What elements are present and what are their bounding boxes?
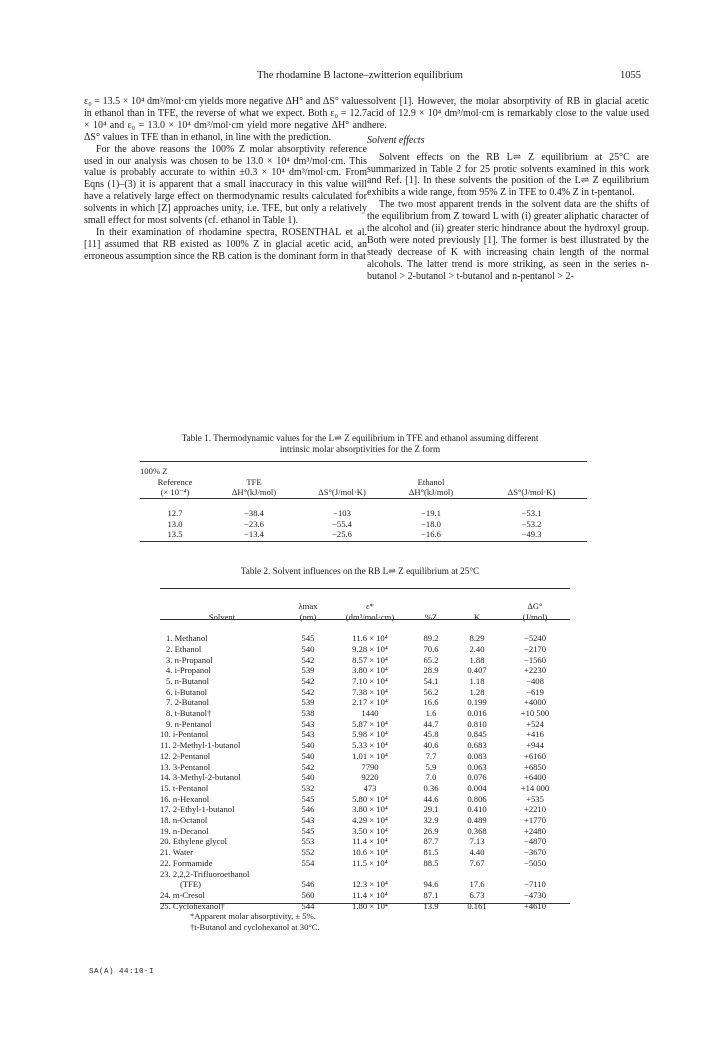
- table2-solvent-cell: 21. Water: [160, 847, 194, 858]
- table1: [140, 466, 587, 540]
- table2-solvent-cell: 16. n-Hexanol: [160, 793, 210, 804]
- table2-cell: +4610: [523, 900, 547, 911]
- table2-cell: 0.683: [467, 740, 487, 751]
- table1-head-ds-tfe: ΔS°(J/mol·K): [318, 487, 366, 497]
- table2-cell: 32.9: [423, 815, 439, 826]
- table2-cell: 7.10 × 10⁴: [352, 675, 388, 686]
- table2-solvent-cell: 17. 2-Ethyl-1-butanol: [160, 804, 235, 815]
- table1-cell: −53.1: [521, 508, 542, 518]
- table2-cell: [284, 869, 332, 880]
- table2-cell: 473: [363, 782, 377, 793]
- table2-bottom-rule: [160, 903, 570, 904]
- table2-row: [160, 708, 570, 719]
- table2-cell: −4730: [523, 889, 547, 900]
- table2-row: [160, 836, 570, 847]
- table2-cell: 44.6: [423, 793, 439, 804]
- table2-cell: 26.9: [423, 825, 439, 836]
- table2-solvent-cell: 7. 2-Butanol: [166, 697, 209, 708]
- table2-solvent-cell: 9. n-Pentanol: [166, 718, 212, 729]
- table1-row: [140, 529, 587, 540]
- table2-cell: +6400: [523, 772, 547, 783]
- table1-head-dh-tfe: ΔH°(kJ/mol): [231, 487, 277, 497]
- table1-row: [140, 519, 587, 530]
- table2-cell: 538: [301, 708, 315, 719]
- table2-cell: +6850: [523, 761, 547, 772]
- table2-cell: +2210: [523, 804, 547, 815]
- table2-cell: 7.38 × 10⁴: [352, 686, 388, 697]
- table2-cell: 8.57 × 10⁴: [352, 654, 388, 665]
- table2-cell: −1560: [523, 654, 547, 665]
- table2-cell: 7.13: [469, 836, 485, 847]
- table2-row: [160, 772, 570, 783]
- table2-cell: +524: [526, 718, 544, 729]
- table2-cell: 10.6 × 10⁴: [352, 847, 388, 858]
- table1-cell: −16.6: [421, 529, 441, 539]
- table2-cell: 0.076: [467, 772, 487, 783]
- table2-cell: +10 500: [520, 708, 550, 719]
- table1-cell: −25.6: [332, 529, 352, 539]
- table2-cell: 546: [301, 804, 315, 815]
- table2-cell: 545: [301, 793, 315, 804]
- table2-cell: +2230: [523, 665, 547, 676]
- table2-cell: −3670: [523, 847, 547, 858]
- table2-cell: +4000: [523, 697, 547, 708]
- table2-cell: 29.1: [423, 804, 439, 815]
- table2-solvent-cell: 1. Methanol: [166, 633, 208, 644]
- table2-cell: 3.80 × 10⁴: [352, 804, 388, 815]
- left-paragraph-1: ε₀ = 13.5 × 10⁴ dm³/mol·cm yields more negative ΔH° and ΔS° values in ethanol than in TFE, the reverse of what we expect. Both ε₀ = 12.7 × 10⁴ and ε₀ = 13.0 × 10⁴ dm³/mol·cm yield more negative ΔH° and ΔS° values in TFE than in ethanol, in line with the prediction.: [84, 96, 367, 143]
- table2-cell: 1.80 × 10⁴: [352, 900, 388, 911]
- table2-row: [160, 858, 570, 869]
- table2-cell: 65.2: [423, 654, 439, 665]
- table2-row: [160, 890, 570, 901]
- table2-row: [160, 783, 570, 794]
- table1-cell: −13.4: [244, 529, 264, 539]
- table1-caption-line2: intrinsic molar absorptivities for the Z form: [279, 444, 441, 454]
- table2-mid-rule: [160, 619, 570, 620]
- table2-row: [160, 687, 570, 698]
- table2: [160, 601, 570, 911]
- table2-footnote-2: †t-Butanol and cyclohexanol at 30°C.: [190, 922, 320, 932]
- table2-head-lmax-unit: (nm): [299, 611, 317, 622]
- table2-cell: 3.80 × 10⁴: [352, 665, 388, 676]
- table1-head-ref1: 100% Z: [140, 466, 168, 476]
- table2-head-k: K: [473, 611, 481, 622]
- table2-cell: 540: [301, 740, 315, 751]
- table2-cell: −4870: [523, 836, 547, 847]
- table2-cell: 9.28 × 10⁴: [352, 643, 388, 654]
- table2-cell: 11.6 × 10⁴: [352, 633, 388, 644]
- table2-row: [160, 665, 570, 676]
- table2-solvent-cell: 13. 3-Pentanol: [160, 761, 211, 772]
- right-paragraph-1: Solvent effects on the RB L⇌ Z equilibrium at 25°C are summarized in Table 2 for 25 protic solvents examined in this work and Ref. [1]. In these solvents the position of the L⇌ Z equilibrium exhibits a wide range, from 95% Z in TFE to 0.4% Z in t-pentanol.: [367, 151, 649, 199]
- table2-cell: −7110: [524, 879, 546, 890]
- table2-cell: 2.17 × 10⁴: [352, 697, 388, 708]
- table2-cell: 7.0: [425, 772, 437, 783]
- left-paragraph-2: For the above reasons the 100% Z molar absorptivity reference used in our analysis was chosen to be 13.0 × 10⁴ dm³/mol·cm. This value is probably accurate to within ±0.3 × 10⁴ dm³/mol·cm. From Eqns (1)–(3) it is apparent that a small inaccuracy in this value will have a relatively large effect on thermodynamic results calculated for solvents in which [Z] approaches unity, i.e. TFE, but only a relatively small effect for most solvents (cf. ethanol in Table 1).: [84, 143, 367, 227]
- table2-cell: 543: [301, 718, 315, 729]
- table2-cell: 5.87 × 10⁴: [352, 718, 388, 729]
- table2-cell: −2170: [523, 643, 547, 654]
- table2-caption: Table 2. Solvent influences on the RB L⇌ Z equilibrium at 25°C: [240, 566, 480, 576]
- left-column: [84, 96, 367, 263]
- table2-cell: [332, 869, 408, 880]
- table2-cell: 0.806: [467, 793, 487, 804]
- table2-solvent-cell: 10. i-Pentanol: [160, 729, 209, 740]
- table1-cell: −38.4: [244, 508, 264, 518]
- table2-head-dg-unit: (J/mol): [522, 611, 548, 622]
- right-column: [367, 96, 649, 283]
- table1-head-ref2: Reference: [157, 476, 193, 487]
- section-heading-solvent-effects: Solvent effects: [367, 134, 425, 146]
- table2-head-solvent: Solvent: [208, 611, 236, 622]
- table2-row: [160, 697, 570, 708]
- table2-cell: 0.407: [467, 665, 487, 676]
- table2-cell: [408, 869, 454, 880]
- table2-solvent-cell: 5. n-Butanol: [166, 675, 209, 686]
- table2-solvent-cell: 14. 3-Methyl-2-butanol: [160, 772, 241, 783]
- table2-solvent-cell: 4. i-Propanol: [166, 665, 211, 676]
- table2-solvent-cell: 19. n-Decanol: [160, 825, 209, 836]
- table2-cell: 542: [301, 654, 315, 665]
- table2-solvent-cell: 20. Ethylene glycol: [160, 836, 228, 847]
- table2-solvent-cell: (TFE): [180, 879, 202, 890]
- table2-row: [160, 794, 570, 805]
- table1-cell: −18.0: [421, 518, 441, 529]
- table2-cell: 1440: [361, 708, 379, 719]
- table2-cell: 0.004: [467, 782, 487, 793]
- table1-mid-rule: [140, 498, 587, 499]
- table2-cell: 543: [301, 815, 315, 826]
- table2-cell: 0.845: [467, 729, 487, 740]
- table1-row: [140, 508, 587, 519]
- table2-cell: 4.29 × 10⁴: [352, 815, 388, 826]
- table2-cell: [454, 869, 500, 880]
- table2-cell: 0.489: [467, 815, 487, 826]
- table2-cell: 44.7: [423, 718, 439, 729]
- table2-cell: +1770: [523, 815, 547, 826]
- table1-caption-line1: Table 1. Thermodynamic values for the L⇌ Z equilibrium in TFE and ethanol assuming different: [181, 433, 539, 443]
- table2-cell: 0.161: [467, 900, 487, 911]
- table2-cell: 542: [301, 761, 315, 772]
- table2-cell: 6.73: [469, 889, 485, 900]
- table2-solvent-cell: 2. Ethanol: [166, 643, 202, 654]
- table1-head-dh-eth: ΔH°(kJ/mol): [408, 487, 454, 497]
- table2-cell: 560: [301, 889, 315, 900]
- table1-cell: −23.6: [244, 518, 264, 529]
- table2-cell: −619: [526, 686, 544, 697]
- table2-row: [160, 644, 570, 655]
- table2-cell: 1.88: [469, 654, 485, 665]
- table2-cell: 70.6: [423, 643, 439, 654]
- table2-cell: [500, 869, 570, 880]
- table2-cell: 2.40: [469, 643, 485, 654]
- table2-cell: 553: [301, 836, 315, 847]
- table2-cell: 0.199: [467, 697, 487, 708]
- table2-row: [160, 879, 570, 890]
- table2-cell: 554: [301, 857, 315, 868]
- table2-cell: 1.6: [425, 708, 437, 719]
- table2-cell: 45.8: [423, 729, 439, 740]
- table2-cell: 87.1: [423, 889, 439, 900]
- table2-cell: 16.6: [423, 697, 439, 708]
- table2-top-rule: [160, 588, 570, 589]
- table2-cell: 5.98 × 10⁴: [352, 729, 388, 740]
- table2-cell: 94.6: [423, 879, 439, 890]
- table2-cell: 543: [301, 729, 315, 740]
- table1-cell: −49.3: [521, 529, 542, 539]
- table2-cell: 40.6: [423, 740, 439, 751]
- table2-cell: 5.9: [425, 761, 437, 772]
- table2-solvent-cell: 15. t-Pentanol: [160, 782, 209, 793]
- table2-row: [160, 815, 570, 826]
- table2-cell: 9220: [361, 772, 379, 783]
- table2-row: [160, 740, 570, 751]
- table2-cell: +6160: [523, 750, 547, 761]
- table2-head-pz: %Z: [424, 611, 438, 622]
- table1-cell: −103: [333, 508, 351, 518]
- table2-footnote-1: *Apparent molar absorptivity, ± 5%.: [190, 911, 316, 921]
- table2-row: [160, 826, 570, 837]
- table1-cell: 12.7: [167, 508, 183, 518]
- table2-row: [160, 655, 570, 666]
- table2-cell: +2480: [523, 825, 547, 836]
- table2-row: [160, 676, 570, 687]
- table2-cell: 28.9: [423, 665, 439, 676]
- table2-solvent-cell: 18. n-Octanol: [160, 815, 208, 826]
- table2-solvent-cell: 6. i-Butanol: [166, 686, 208, 697]
- table1-cell: −55.4: [332, 518, 352, 529]
- table2-cell: +535: [526, 793, 544, 804]
- table1-bottom-rule: [140, 541, 587, 542]
- table2-solvent-cell: 3. n-Propanol: [166, 654, 213, 665]
- table2-cell: 81.5: [423, 847, 439, 858]
- table2-head-lmax: λmax: [298, 601, 318, 611]
- left-paragraph-3: In their examination of rhodamine spectra, ROSENTHAL et al. [11] assumed that RB existed as 100% Z in glacial acetic acid, an erroneous assumption since the RB cation is the dominant form in that: [84, 226, 367, 262]
- table2-cell: 3.50 × 10⁴: [352, 825, 388, 836]
- table2-cell: 0.063: [467, 761, 487, 772]
- table2-cell: 54.1: [423, 675, 439, 686]
- table1-head-ethanol: Ethanol: [417, 476, 445, 487]
- table2-cell: 540: [301, 643, 315, 654]
- table2-cell: 540: [301, 750, 315, 761]
- table2-solvent-cell: 24. m-Cresol: [160, 889, 205, 900]
- table2-solvent-cell: 12. 2-Pentanol: [160, 750, 211, 761]
- table2-solvent-cell: 11. 2-Methyl-1-butanol: [160, 740, 241, 751]
- table2-cell: 11.4 × 10⁴: [352, 889, 388, 900]
- table2-solvent-cell: 23. 2,2,2-Trifluoroethanol: [160, 868, 250, 879]
- table2-cell: −5050: [523, 857, 547, 868]
- table2-cell: −5240: [523, 633, 547, 644]
- table2-cell: 552: [301, 847, 315, 858]
- table2-cell: 5.80 × 10⁴: [352, 793, 388, 804]
- table2-cell: 539: [301, 665, 315, 676]
- table2-cell: 7790: [361, 761, 379, 772]
- table2-cell: 542: [301, 686, 315, 697]
- table2-cell: 1.18: [469, 675, 485, 686]
- table2-cell: 11.5 × 10⁴: [352, 857, 388, 868]
- table2-cell: −408: [526, 675, 544, 686]
- table2-cell: +14 000: [520, 782, 550, 793]
- table2-row: [160, 633, 570, 644]
- table2-cell: 7.7: [425, 750, 437, 761]
- table2-cell: 88.5: [423, 857, 439, 868]
- page-number: 1055: [620, 70, 641, 81]
- table2-solvent-cell: 22. Formamide: [160, 857, 213, 868]
- table2-cell: 12.3 × 10⁴: [352, 879, 388, 890]
- table2-cell: +416: [526, 729, 544, 740]
- table2-cell: 7.67: [469, 857, 485, 868]
- table2-cell: 545: [301, 825, 315, 836]
- table2-cell: 13.9: [423, 900, 439, 911]
- table1-cell: −19.1: [421, 508, 441, 518]
- table2-cell: +944: [526, 740, 544, 751]
- table2-cell: 0.36: [423, 782, 439, 793]
- right-paragraph-2: The two most apparent trends in the solvent data are the shifts of the equilibrium from Z toward L with (i) greater aliphatic character of the alcohol and (ii) greater steric hindrance about the hydroxyl group. Both were noted previously [1]. The former is best illustrated by the steady decrease of K with increasing chain length of the normal alcohols. The latter trend is more striking, as seen in the series n-butanol > 2-butanol > t-butanol and n-pentanol > 2-: [367, 199, 649, 282]
- table2-cell: 540: [301, 772, 315, 783]
- table2-cell: 0.368: [467, 825, 487, 836]
- table2-cell: 0.410: [467, 804, 487, 815]
- table2-cell: 4.40: [469, 847, 485, 858]
- table2-cell: 546: [301, 879, 315, 890]
- table2-cell: 539: [301, 697, 315, 708]
- table2-cell: 5.33 × 10⁴: [352, 740, 388, 751]
- table2-cell: 11.4 × 10⁴: [352, 836, 388, 847]
- table1-cell: −53.2: [521, 518, 542, 529]
- table1-cell: 13.0: [167, 518, 183, 529]
- table2-cell: 8.29: [469, 633, 485, 644]
- table2-row: [160, 804, 570, 815]
- table2-cell: 1.28: [469, 686, 485, 697]
- table2-cell: 0.810: [467, 718, 487, 729]
- table2-head-dg: ΔG°: [527, 601, 543, 611]
- table2-row: [160, 751, 570, 762]
- table2-cell: 532: [301, 782, 315, 793]
- table2-head-eps: ε*: [366, 601, 374, 611]
- table2-cell: 1.01 × 10⁴: [352, 750, 388, 761]
- table2-cell: 56.2: [423, 686, 439, 697]
- table2-row: [160, 719, 570, 730]
- journal-code: SA(A) 44:10-I: [89, 968, 155, 976]
- table2-cell: 89.2: [423, 633, 439, 644]
- table1-head-ds-eth: ΔS°(J/mol·K): [507, 487, 556, 497]
- running-header-title: The rhodamine B lactone–zwitterion equilibrium: [257, 70, 463, 81]
- right-lead-paragraph: solvent [1]. However, the molar absorptivity of RB in glacial acetic acid of 12.9 × 10⁴ dm³/mol·cm is remarkably close to the value used here.: [367, 96, 649, 131]
- table2-head-eps-unit: (dm³/mol·cm): [345, 611, 395, 622]
- table2-cell: 0.016: [467, 708, 487, 719]
- table2-cell: 545: [301, 633, 315, 644]
- table2-solvent-cell: 8. t-Butanol†: [166, 708, 212, 719]
- table1-head-ref3: (× 10⁻⁴): [160, 487, 190, 497]
- table1-cell: 13.5: [167, 529, 183, 539]
- table2-cell: 87.7: [423, 836, 439, 847]
- table2-cell: 17.6: [469, 879, 485, 890]
- table2-cell: 542: [301, 675, 315, 686]
- table1-head-tfe: TFE: [246, 476, 262, 487]
- table2-solvent-cell: 25. Cyclohexanol†: [160, 900, 225, 911]
- table1-top-rule: [140, 461, 587, 462]
- table2-row: [160, 762, 570, 773]
- table2-cell: 544: [301, 900, 315, 911]
- table2-row: [160, 869, 570, 880]
- table2-row: [160, 847, 570, 858]
- table2-row: [160, 729, 570, 740]
- table2-cell: 0.083: [467, 750, 487, 761]
